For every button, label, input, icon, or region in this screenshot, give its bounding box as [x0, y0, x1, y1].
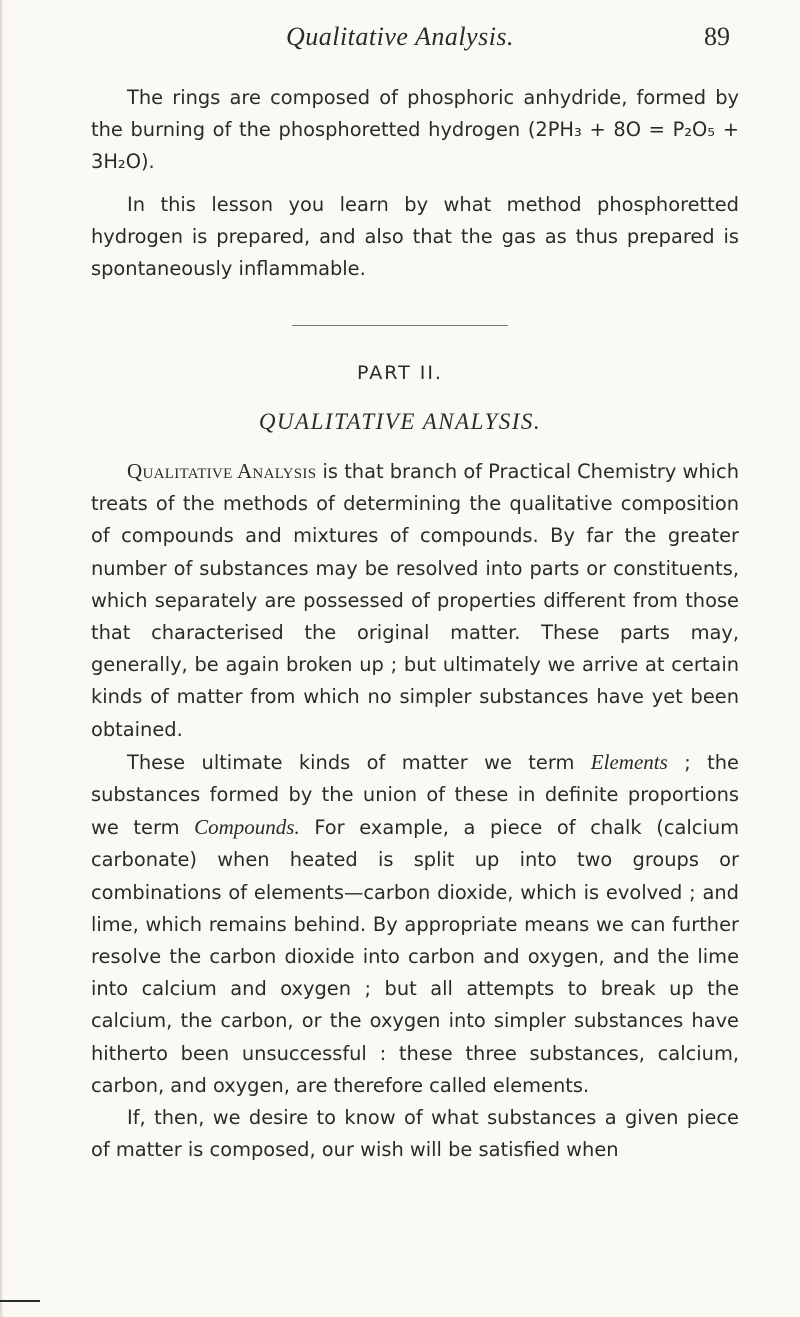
running-head: Qualitative Analysis.	[285, 22, 515, 51]
body-paragraph-2-text-b: ; the substances formed by the union of these in definite proportions we term	[91, 750, 739, 840]
body-paragraph-2	[91, 746, 739, 1102]
intro-paragraph-1: The rings are composed of phosphoric anhydride, formed by the burning of the phosphoretted hydrogen (2PH₃ + 8O = P₂O₅ + 3H₂O).	[91, 86, 739, 174]
body-paragraph-2-text-a: These ultimate kinds of matter we term	[127, 750, 591, 774]
page-left-edge	[0, 0, 3, 1317]
page-number: 89	[704, 22, 730, 51]
term-compounds: Compounds.	[194, 815, 300, 840]
body-paragraph-3: If, then, we desire to know of what substances a given piece of matter is composed, our wish will be satisfied when	[91, 1106, 739, 1162]
body-paragraph-2-text-c: For example, a piece of chalk (calcium carbonate) when heated is split up into two groups or combinations of elements—carbon dioxide, which is evolved ; and lime, which remains behind. By appropriate means we can further resolve the carbon dioxide into carbon and oxygen, and the lime into calcium and oxygen ; but all attempts to break up the calcium, the carbon, or the oxygen into simpler substances have hitherto been unsuccessful : these three substances, calcium, carbon, and oxygen, are therefore called elements.	[91, 816, 740, 1097]
intro-paragraph-2: In this lesson you learn by what method phosphoretted hydrogen is prepared, and also that the gas as thus prepared is spontaneously inflammable.	[91, 192, 739, 281]
lead-term: Qualitative Analysis	[127, 459, 317, 483]
intro-text	[91, 82, 739, 285]
body-text	[91, 455, 739, 1166]
body-paragraph-1	[91, 455, 739, 746]
part-heading: PART II.	[357, 362, 443, 384]
section-divider	[292, 325, 508, 326]
page-corner-mark	[0, 1300, 40, 1302]
section-title: QUALITATIVE ANALYSIS.	[258, 409, 542, 434]
page-header	[0, 22, 800, 62]
term-elements: Elements	[590, 749, 668, 774]
body-paragraph-1-text: is that branch of Practical Chemistry which treats of the methods of determining the qualitative composition of compounds and mixtures of compounds. By far the greater number of substances may be resolved into parts or constituents, which separately are possessed of properties different from those that characterised the original matter. These parts may, generally, be again broken up ; but ultimately we arrive at certain kinds of matter from which no simpler substances have yet been obtained.	[91, 460, 739, 741]
